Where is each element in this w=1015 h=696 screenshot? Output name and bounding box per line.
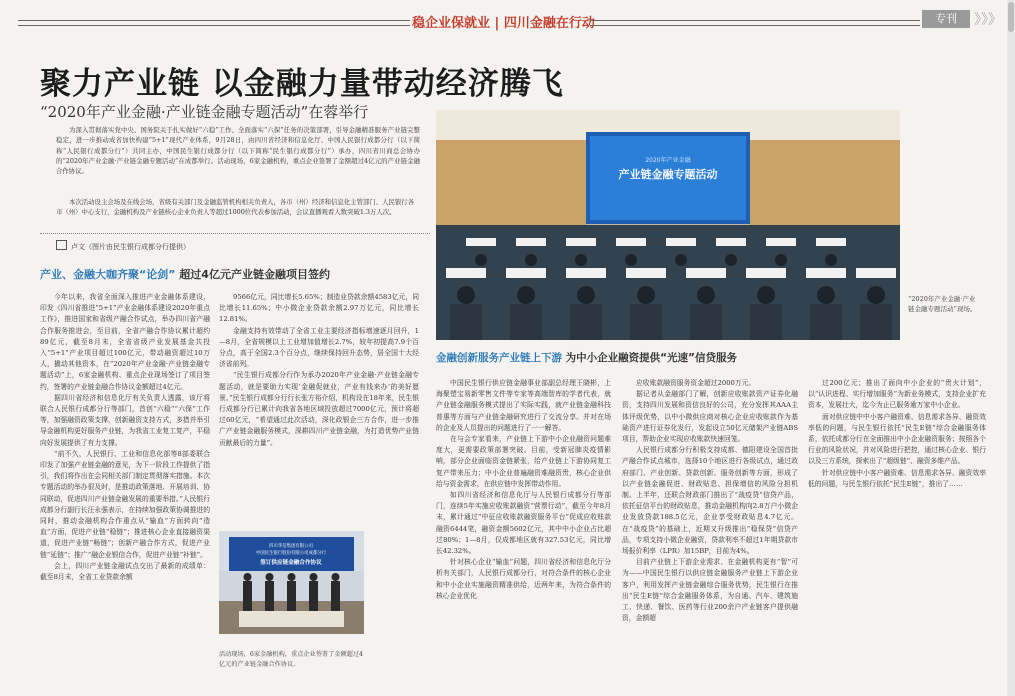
photo2-banner-text-3: 签订供应链金融合作协议 bbox=[260, 560, 322, 566]
paragraph: 9566亿元，同比增长5.65%；制造业贷款余额4583亿元，同比增长11.65%；中小微企业贷款余额2.97万亿元，同比增长12.81%。 bbox=[219, 293, 419, 324]
photo2-banner-text-1: 四川华信集团有限公司 bbox=[269, 544, 313, 549]
signing-photo-caption: 活动现场，6家金融机构，重点企业签署了金额超过4亿元的产业链金融合作协议。 bbox=[219, 651, 363, 668]
section1-grey: 超过4亿元产业链金融项目签约 bbox=[175, 268, 330, 281]
signing-ceremony-photo bbox=[219, 531, 364, 634]
header-rule-right bbox=[590, 20, 920, 26]
photo2-banner-text-2: 中国民生银行股份有限公司成都分行 bbox=[255, 551, 327, 556]
screen-small-title: 2020年产业金融 bbox=[645, 157, 691, 164]
paragraph: 针对核心企业“输血”问题，四川省经济和信息化厅分析有关部门，人民银行成都分行，对符合条件的核心企业和中小企业实施融资精准供给，近两年来，为符合条件的核心企业优化 bbox=[436, 558, 611, 600]
paragraph: 面对供应链中中小客户融资难、信息需求各异、融资效率低的问题，与民生银行依托“民生E链”综合金融服务体系，依托成都分行在全面推出中小企业融资服务；按照各个行业的风险状况，并对风险进行把控，通过核心企业、银行以及三方系统，探索出了“超级链”、融资多维产品。 bbox=[808, 412, 986, 466]
paragraph: “前不久，人民银行、工业和信息化部等8部委联合印发了加强产业链金融的意见，为下一阶段工作提供了指引，我们将作出在会同相关部门制定贯彻落实措施。本次专题活动的举办很及时，是推动政策落地、开展培训、协同联动，促进四川产业链金融发展的重要举措。”人民银行成都分行副行长汪永强表示，在持续加强政策协调推进的同时，推动金融机构合作重点从“输血”方面转向“造血”方面，促进产业链“稳链”；推进核心企业直接融资渠道，促进产业链“畅链”；创新产融合作方式，促进产业链“延链”；推广“融企业银信合作，促进产业链“补链”。 bbox=[40, 449, 210, 559]
section2-grey: 为中小企业融资提供“光速”信贷服务 bbox=[562, 352, 737, 364]
article-title: 聚力产业链 以金融力量带动经济腾飞 bbox=[40, 66, 564, 102]
paragraph: 金融支持有效带动了全省工业主要经济指标增速逐月回升，1—8月，全省规模以上工业增加值增长2.7%，较年初提高7.9个百分点，高于全国2.3个百分点，继续保持回升态势，居全国十大经济省前列。 bbox=[219, 326, 419, 369]
body-column-5 bbox=[808, 378, 986, 696]
header-rule-left bbox=[18, 20, 410, 26]
page-header bbox=[0, 0, 1015, 40]
byline bbox=[56, 240, 190, 252]
paragraph: 据四川省经济和信息化厅有关负责人透露，该厅将联合人民银行成都分行等部门，首创“六稳”“六保”工作等，加强融资政策支撑，创新融资支持方式，多措并举引导金融机构更好服务产业链，为我省工业复工复产，平稳向好发展提供了有力支撑。 bbox=[40, 393, 210, 447]
paragraph: “民生银行成都分行作为承办2020年产业金融·产业链金融专题活动，就是要助力实现‘金融促就业，产业有钱来办’的美好愿景。”民生银行成都分行行长张方裕介绍，机构设在18年来，民生银行成都分行已累计向我省各地区域投放超过7000亿元，预计将超过60亿元，“希望通过此次活动，深化政银企三方合作，进一步推广产业链金融服务模式，深耕四川产业链金融，为打造优势产业链贡献最后的力量”。 bbox=[219, 371, 419, 447]
paragraph: 如四川省经济和信息化厅与人民银行成都分行等部门，连续5年实施应收账款融资“营票行动”，截至今年8月末，累计通过“中征应收账款融资服务平台”促成应收账款融资6444笔，融资金额5602亿元，其中中小企业占比超过80%；1—8月，仅成都地区就有327.53亿元，同比增长42.32%。 bbox=[436, 491, 611, 556]
document-icon bbox=[56, 240, 67, 250]
paragraph: 在与会专家看来，产业链上下游中小企业融资问题难度大，更需要政策部署突破。目前，受新冠肺炎疫情影响，部分企业面临资金链紧张，给产业链上下游协同复工复产带来压力；中小企业普遍融资难融资贵，核心企业供给与资金需求，在供应链中发挥带动作用。 bbox=[436, 435, 611, 488]
paragraph: 会上，四川产业链金融试点交出了最新的成绩单：截至8月末，全省工业贷款余额 bbox=[40, 561, 210, 582]
byline-text: 卢文（图片由民生银行成都分行提供） bbox=[71, 243, 190, 251]
lead-paragraph-2: 本次活动设主会场及在线会场，省级有关部门及金融监管机构相关负责人，各市（州）经济和信息化主管部门、人民银行各市（州）中心支行，金融机构及产业链核心企业负责人等超过1000位代表参加活动，会议直播观看人数突破1.3万人次。 bbox=[56, 198, 415, 217]
paragraph: 过200亿元；推出了面向中小企业的“贵火计划”，以“认识进程、实行增加服务”为新业务模式，支持企业扩充资本，发展壮大，迄今为止已服务逾万家中小企业。 bbox=[808, 379, 986, 410]
kicker-right: 四川金融在行动 bbox=[503, 16, 595, 31]
divider bbox=[40, 233, 430, 234]
chevron-right-icon: 》》》 bbox=[974, 12, 1002, 28]
header-kicker bbox=[412, 12, 595, 32]
conference-photo-art bbox=[436, 110, 900, 340]
paragraph: 今年以来，我省全面深入推进产业金融体系建设，印发《四川省推进“5+1”产业金融体系建设2020年重点工作》，推进国家和省级产融合作试点，举办四川省产融合作服务推进会，至目前，全省产融合作协议累计超约89亿元，截至8月末，全省省级产业发展基金共投入“5+1”产业项目超过100亿元，带动融资超过10万人，撬动其他资本，在“2020年产业金融·产业链金融专题活动”上，6家金融机构、重点企业现场签订了项目签约，签署的产业链金融合作协议金额超过4亿元。 bbox=[40, 293, 210, 391]
signing-photo-art bbox=[219, 531, 364, 634]
scrollbar-thumb[interactable] bbox=[1008, 2, 1014, 32]
article-subtitle: “2020年产业金融·产业链金融专题活动”在蓉举行 bbox=[40, 103, 369, 121]
section1-blue: 产业、金融大咖齐聚“论剑” bbox=[40, 268, 176, 281]
paragraph: 中国民生银行供应链金融事业部副总经理王晓彬，上海聚塑宝易新零售文件等专家等高端智库的学者代表，就产业链金融服务模式提出了实际实践，就产业链金融科技普惠等方面与产业链金融研究进行了交流分享。并对在场的企业及人员提出的问题进行了一一解答。 bbox=[436, 379, 611, 432]
body-column-2 bbox=[219, 292, 419, 522]
paragraph: 目前产业链上下游企业需求、在金融机构更有“智”可为——中国民生银行以供应链金融服务产业链上下游企业客户，利用发挥产业链金融综合服务优势，民生银行在推出“民生E链”综合金融服务体系，为自通、汽车、建筑施工、快递、餐饮、医药等行业200余户产业链客户提供融资，金额超 bbox=[622, 558, 798, 623]
section-heading-1 bbox=[40, 266, 330, 282]
conference-hall-photo bbox=[436, 110, 900, 340]
kicker-separator: | bbox=[494, 16, 500, 31]
kicker-left: 稳企业保就业 bbox=[412, 16, 491, 31]
paragraph: 人民银行成都分行积极支持成都、德阳建设全国首批产融合作试点城市，选择10个地区进行各级试点，通过政府部门、产业创新、贷款创新、服务创新等方面，形成了以产业链金融促进、财政贴息、担保增信的风险分担机制。上半年，还联合财政部门推出了“战疫贷”信贷产品，依托征信平台的财政贴息，推动金融机构向2.8万户小微企业发放贷款188.5亿元，企业享受财政贴息4.7亿元。在“战疫贷”的基础上，近期又升级推出“稳保贷”信贷产品，专项支持小微企业融资，贷款利率不超过1年期贷款市场报价利率（LPR）加15BP，目前为4%。 bbox=[622, 446, 798, 556]
paragraph: 据记者从金融部门了解，创新应收账款资产证券化融资，支持四川发展和资信良好的公司，充分发挥其AAA主体评级优势，以中小微供应商对核心企业应收账款作为基础资产进行证券化发行，发起设立50亿元储架产业链ABS项目，帮助企业实现应收账款快速回笼。 bbox=[622, 390, 798, 444]
section-heading-2 bbox=[436, 350, 737, 365]
body-column-1 bbox=[40, 292, 210, 694]
section2-blue: 金融创新服务产业链上下游 bbox=[436, 352, 562, 364]
lead-paragraph-1: 为深入贯彻落实党中央、国务院关于扎实做好“六稳”工作、全面落实“六保”任务的决策部署，引导金融精准服务产业链完整稳定，进一步推动成省加快构建“5+1”现代产业体系，9月28日，由四川省经济和信息化厅、中国人民银行成都分行（以下简称“人民银行成都分行”）共同主办，中国民生银行成都分行（以下简称“民生银行成都分行”）承办，四川省川商总会协办的“2020年产业金融·产业链金融专题活动”在成都举行。活动现场，6家金融机构，重点企业签署了金额超过4亿元的产业链金融合作协议。 bbox=[56, 126, 420, 176]
column-tag: 专刊 bbox=[922, 10, 970, 28]
paragraph: 应收账款融资服务资金超过2000万元。 bbox=[636, 379, 756, 387]
body-column-4 bbox=[622, 378, 798, 696]
scrollbar[interactable] bbox=[1007, 0, 1015, 696]
screen-main-title: 产业链金融专题活动 bbox=[618, 168, 718, 181]
conference-photo-caption: “2020年产业金融·产业链金融专题活动”现场。 bbox=[908, 295, 977, 313]
body-column-3 bbox=[436, 378, 611, 696]
paragraph: 针对供应链中小客户融资难、信息需求各异、融资效率低的问题，与民生银行依托“民生E链”，推出了…… bbox=[808, 468, 986, 488]
